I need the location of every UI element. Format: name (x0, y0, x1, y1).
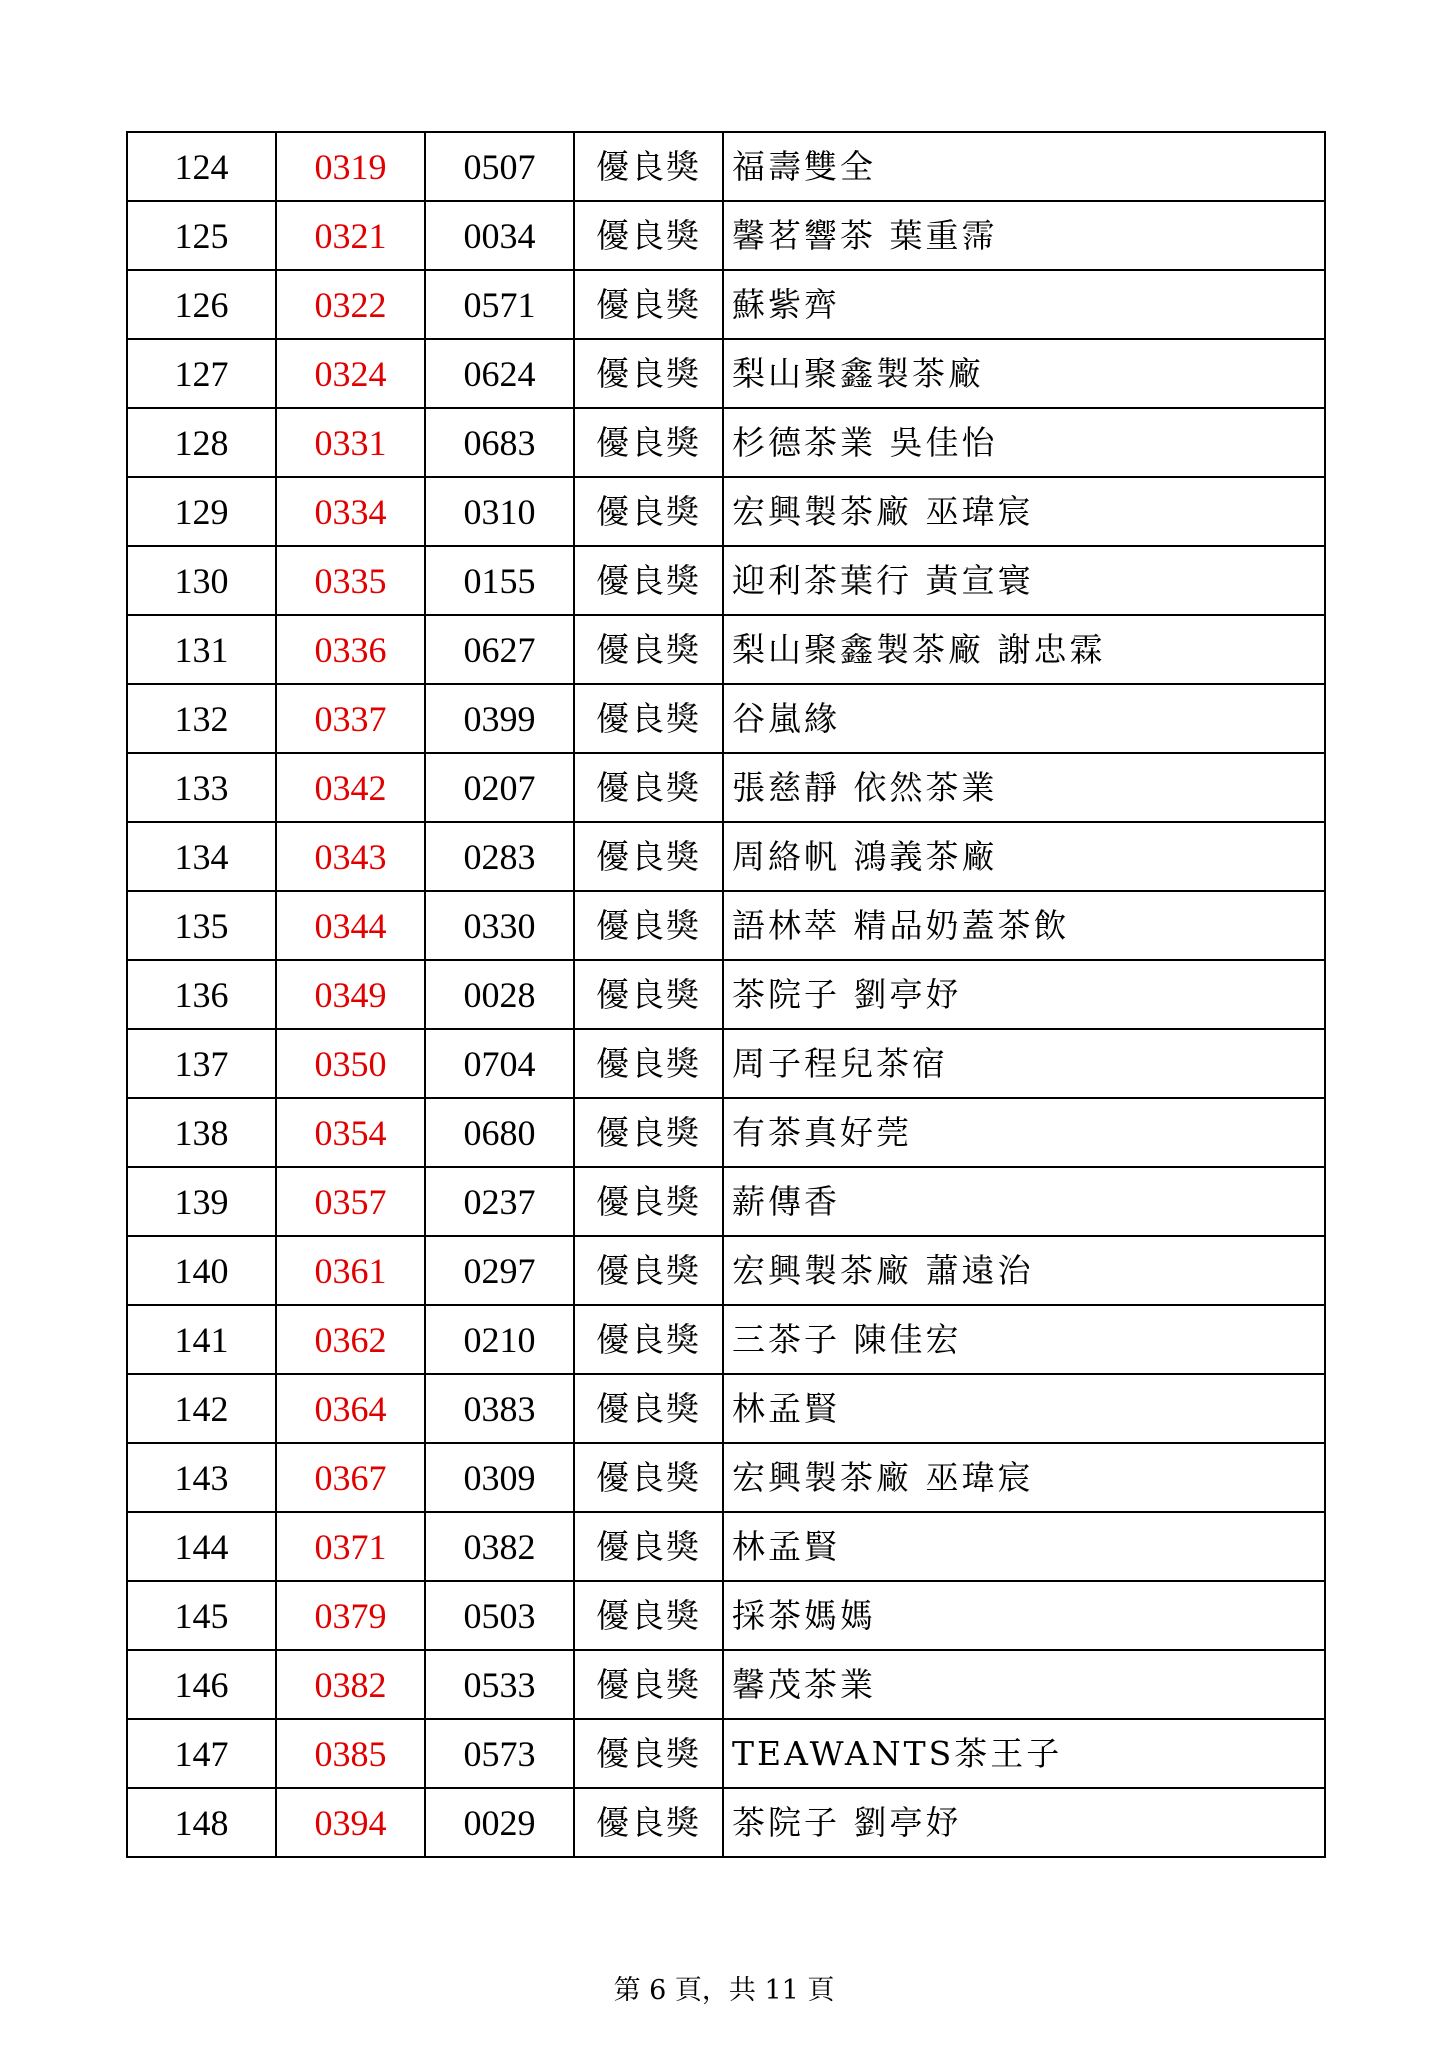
rank-cell: 131 (127, 615, 276, 684)
table-row (127, 1512, 1325, 1581)
winner-name-cell: 林孟賢 (723, 1512, 1325, 1581)
page-footer: 第 6 頁，共 11 頁 (613, 1975, 835, 2006)
rank-cell: 140 (127, 1236, 276, 1305)
entry-number-cell: 0354 (276, 1098, 425, 1167)
award-cell: 優良獎 (574, 753, 723, 822)
winner-name-cell: 宏興製茶廠 蕭遠治 (723, 1236, 1325, 1305)
winner-name-cell: 宏興製茶廠 巫瑋宸 (723, 477, 1325, 546)
table-row (127, 408, 1325, 477)
rank-cell: 144 (127, 1512, 276, 1581)
code-cell: 0309 (425, 1443, 574, 1512)
table-row (127, 1167, 1325, 1236)
table-row (127, 615, 1325, 684)
table-row (127, 132, 1325, 201)
entry-number-cell: 0382 (276, 1650, 425, 1719)
entry-number-cell: 0324 (276, 339, 425, 408)
entry-number-cell: 0336 (276, 615, 425, 684)
rank-cell: 137 (127, 1029, 276, 1098)
rank-cell: 145 (127, 1581, 276, 1650)
winner-name-cell: 馨茂茶業 (723, 1650, 1325, 1719)
code-cell: 0704 (425, 1029, 574, 1098)
winner-name-cell: 梨山聚鑫製茶廠 謝忠霖 (723, 615, 1325, 684)
code-cell: 0207 (425, 753, 574, 822)
award-cell: 優良獎 (574, 1581, 723, 1650)
award-cell: 優良獎 (574, 1443, 723, 1512)
table-row (127, 1788, 1325, 1857)
entry-number-cell: 0322 (276, 270, 425, 339)
rank-cell: 142 (127, 1374, 276, 1443)
award-results-table (126, 131, 1326, 1858)
code-cell: 0680 (425, 1098, 574, 1167)
winner-name-cell: 谷嵐緣 (723, 684, 1325, 753)
award-cell: 優良獎 (574, 1374, 723, 1443)
code-cell: 0297 (425, 1236, 574, 1305)
rank-cell: 124 (127, 132, 276, 201)
award-cell: 優良獎 (574, 1788, 723, 1857)
code-cell: 0028 (425, 960, 574, 1029)
rank-cell: 146 (127, 1650, 276, 1719)
code-cell: 0155 (425, 546, 574, 615)
entry-number-cell: 0364 (276, 1374, 425, 1443)
entry-number-cell: 0379 (276, 1581, 425, 1650)
entry-number-cell: 0343 (276, 822, 425, 891)
entry-number-cell: 0331 (276, 408, 425, 477)
award-cell: 優良獎 (574, 891, 723, 960)
table-row (127, 1029, 1325, 1098)
winner-name-cell: 周絡帆 鴻義茶廠 (723, 822, 1325, 891)
code-cell: 0627 (425, 615, 574, 684)
entry-number-cell: 0319 (276, 132, 425, 201)
rank-cell: 139 (127, 1167, 276, 1236)
entry-number-cell: 0349 (276, 960, 425, 1029)
code-cell: 0503 (425, 1581, 574, 1650)
code-cell: 0330 (425, 891, 574, 960)
winner-name-cell: 薪傳香 (723, 1167, 1325, 1236)
entry-number-cell: 0335 (276, 546, 425, 615)
winner-name-cell: TEAWANTS茶王子 (723, 1719, 1325, 1788)
code-cell: 0683 (425, 408, 574, 477)
winner-name-cell: 採茶媽媽 (723, 1581, 1325, 1650)
award-cell: 優良獎 (574, 1512, 723, 1581)
rank-cell: 141 (127, 1305, 276, 1374)
winner-name-cell: 蘇紫齊 (723, 270, 1325, 339)
rank-cell: 138 (127, 1098, 276, 1167)
table-row (127, 1650, 1325, 1719)
award-cell: 優良獎 (574, 270, 723, 339)
award-cell: 優良獎 (574, 408, 723, 477)
entry-number-cell: 0385 (276, 1719, 425, 1788)
code-cell: 0573 (425, 1719, 574, 1788)
award-cell: 優良獎 (574, 477, 723, 546)
award-cell: 優良獎 (574, 960, 723, 1029)
table-body (127, 132, 1325, 1857)
table-row (127, 1374, 1325, 1443)
rank-cell: 148 (127, 1788, 276, 1857)
table-row (127, 891, 1325, 960)
table-row (127, 546, 1325, 615)
rank-cell: 134 (127, 822, 276, 891)
rank-cell: 125 (127, 201, 276, 270)
entry-number-cell: 0334 (276, 477, 425, 546)
award-cell: 優良獎 (574, 1719, 723, 1788)
rank-cell: 128 (127, 408, 276, 477)
entry-number-cell: 0337 (276, 684, 425, 753)
winner-name-cell: 福壽雙全 (723, 132, 1325, 201)
code-cell: 0029 (425, 1788, 574, 1857)
table-row (127, 960, 1325, 1029)
rank-cell: 126 (127, 270, 276, 339)
winner-name-cell: 梨山聚鑫製茶廠 (723, 339, 1325, 408)
award-cell: 優良獎 (574, 684, 723, 753)
code-cell: 0383 (425, 1374, 574, 1443)
award-cell: 優良獎 (574, 132, 723, 201)
award-cell: 優良獎 (574, 822, 723, 891)
table-row (127, 753, 1325, 822)
table-row (127, 477, 1325, 546)
rank-cell: 129 (127, 477, 276, 546)
table-row (127, 822, 1325, 891)
table-row (127, 201, 1325, 270)
code-cell: 0571 (425, 270, 574, 339)
table-row (127, 1581, 1325, 1650)
entry-number-cell: 0357 (276, 1167, 425, 1236)
code-cell: 0507 (425, 132, 574, 201)
rank-cell: 130 (127, 546, 276, 615)
entry-number-cell: 0394 (276, 1788, 425, 1857)
winner-name-cell: 馨茗響茶 葉重霈 (723, 201, 1325, 270)
winner-name-cell: 張慈靜 依然茶業 (723, 753, 1325, 822)
entry-number-cell: 0362 (276, 1305, 425, 1374)
award-cell: 優良獎 (574, 339, 723, 408)
table-row (127, 1443, 1325, 1512)
winner-name-cell: 迎利茶葉行 黃宣寰 (723, 546, 1325, 615)
code-cell: 0382 (425, 1512, 574, 1581)
award-cell: 優良獎 (574, 1236, 723, 1305)
award-cell: 優良獎 (574, 201, 723, 270)
winner-name-cell: 有茶真好莞 (723, 1098, 1325, 1167)
code-cell: 0624 (425, 339, 574, 408)
code-cell: 0237 (425, 1167, 574, 1236)
winner-name-cell: 林孟賢 (723, 1374, 1325, 1443)
winner-name-cell: 語林萃 精品奶蓋茶飲 (723, 891, 1325, 960)
entry-number-cell: 0321 (276, 201, 425, 270)
code-cell: 0283 (425, 822, 574, 891)
code-cell: 0533 (425, 1650, 574, 1719)
entry-number-cell: 0371 (276, 1512, 425, 1581)
entry-number-cell: 0367 (276, 1443, 425, 1512)
table-row (127, 270, 1325, 339)
entry-number-cell: 0342 (276, 753, 425, 822)
rank-cell: 143 (127, 1443, 276, 1512)
rank-cell: 133 (127, 753, 276, 822)
code-cell: 0034 (425, 201, 574, 270)
winner-name-cell: 茶院子 劉亭妤 (723, 1788, 1325, 1857)
rank-cell: 135 (127, 891, 276, 960)
table-row (127, 1236, 1325, 1305)
award-cell: 優良獎 (574, 615, 723, 684)
table-row (127, 1719, 1325, 1788)
entry-number-cell: 0361 (276, 1236, 425, 1305)
winner-name-cell: 周子程兒茶宿 (723, 1029, 1325, 1098)
rank-cell: 127 (127, 339, 276, 408)
code-cell: 0399 (425, 684, 574, 753)
table-row (127, 339, 1325, 408)
winner-name-cell: 杉德茶業 吳佳怡 (723, 408, 1325, 477)
award-cell: 優良獎 (574, 1650, 723, 1719)
entry-number-cell: 0350 (276, 1029, 425, 1098)
award-cell: 優良獎 (574, 1167, 723, 1236)
winner-name-cell: 茶院子 劉亭妤 (723, 960, 1325, 1029)
award-cell: 優良獎 (574, 1098, 723, 1167)
award-cell: 優良獎 (574, 546, 723, 615)
entry-number-cell: 0344 (276, 891, 425, 960)
code-cell: 0210 (425, 1305, 574, 1374)
winner-name-cell: 三茶子 陳佳宏 (723, 1305, 1325, 1374)
code-cell: 0310 (425, 477, 574, 546)
award-cell: 優良獎 (574, 1305, 723, 1374)
table-row (127, 1305, 1325, 1374)
rank-cell: 132 (127, 684, 276, 753)
rank-cell: 147 (127, 1719, 276, 1788)
table-row (127, 684, 1325, 753)
winner-name-cell: 宏興製茶廠 巫瑋宸 (723, 1443, 1325, 1512)
rank-cell: 136 (127, 960, 276, 1029)
award-cell: 優良獎 (574, 1029, 723, 1098)
table-row (127, 1098, 1325, 1167)
